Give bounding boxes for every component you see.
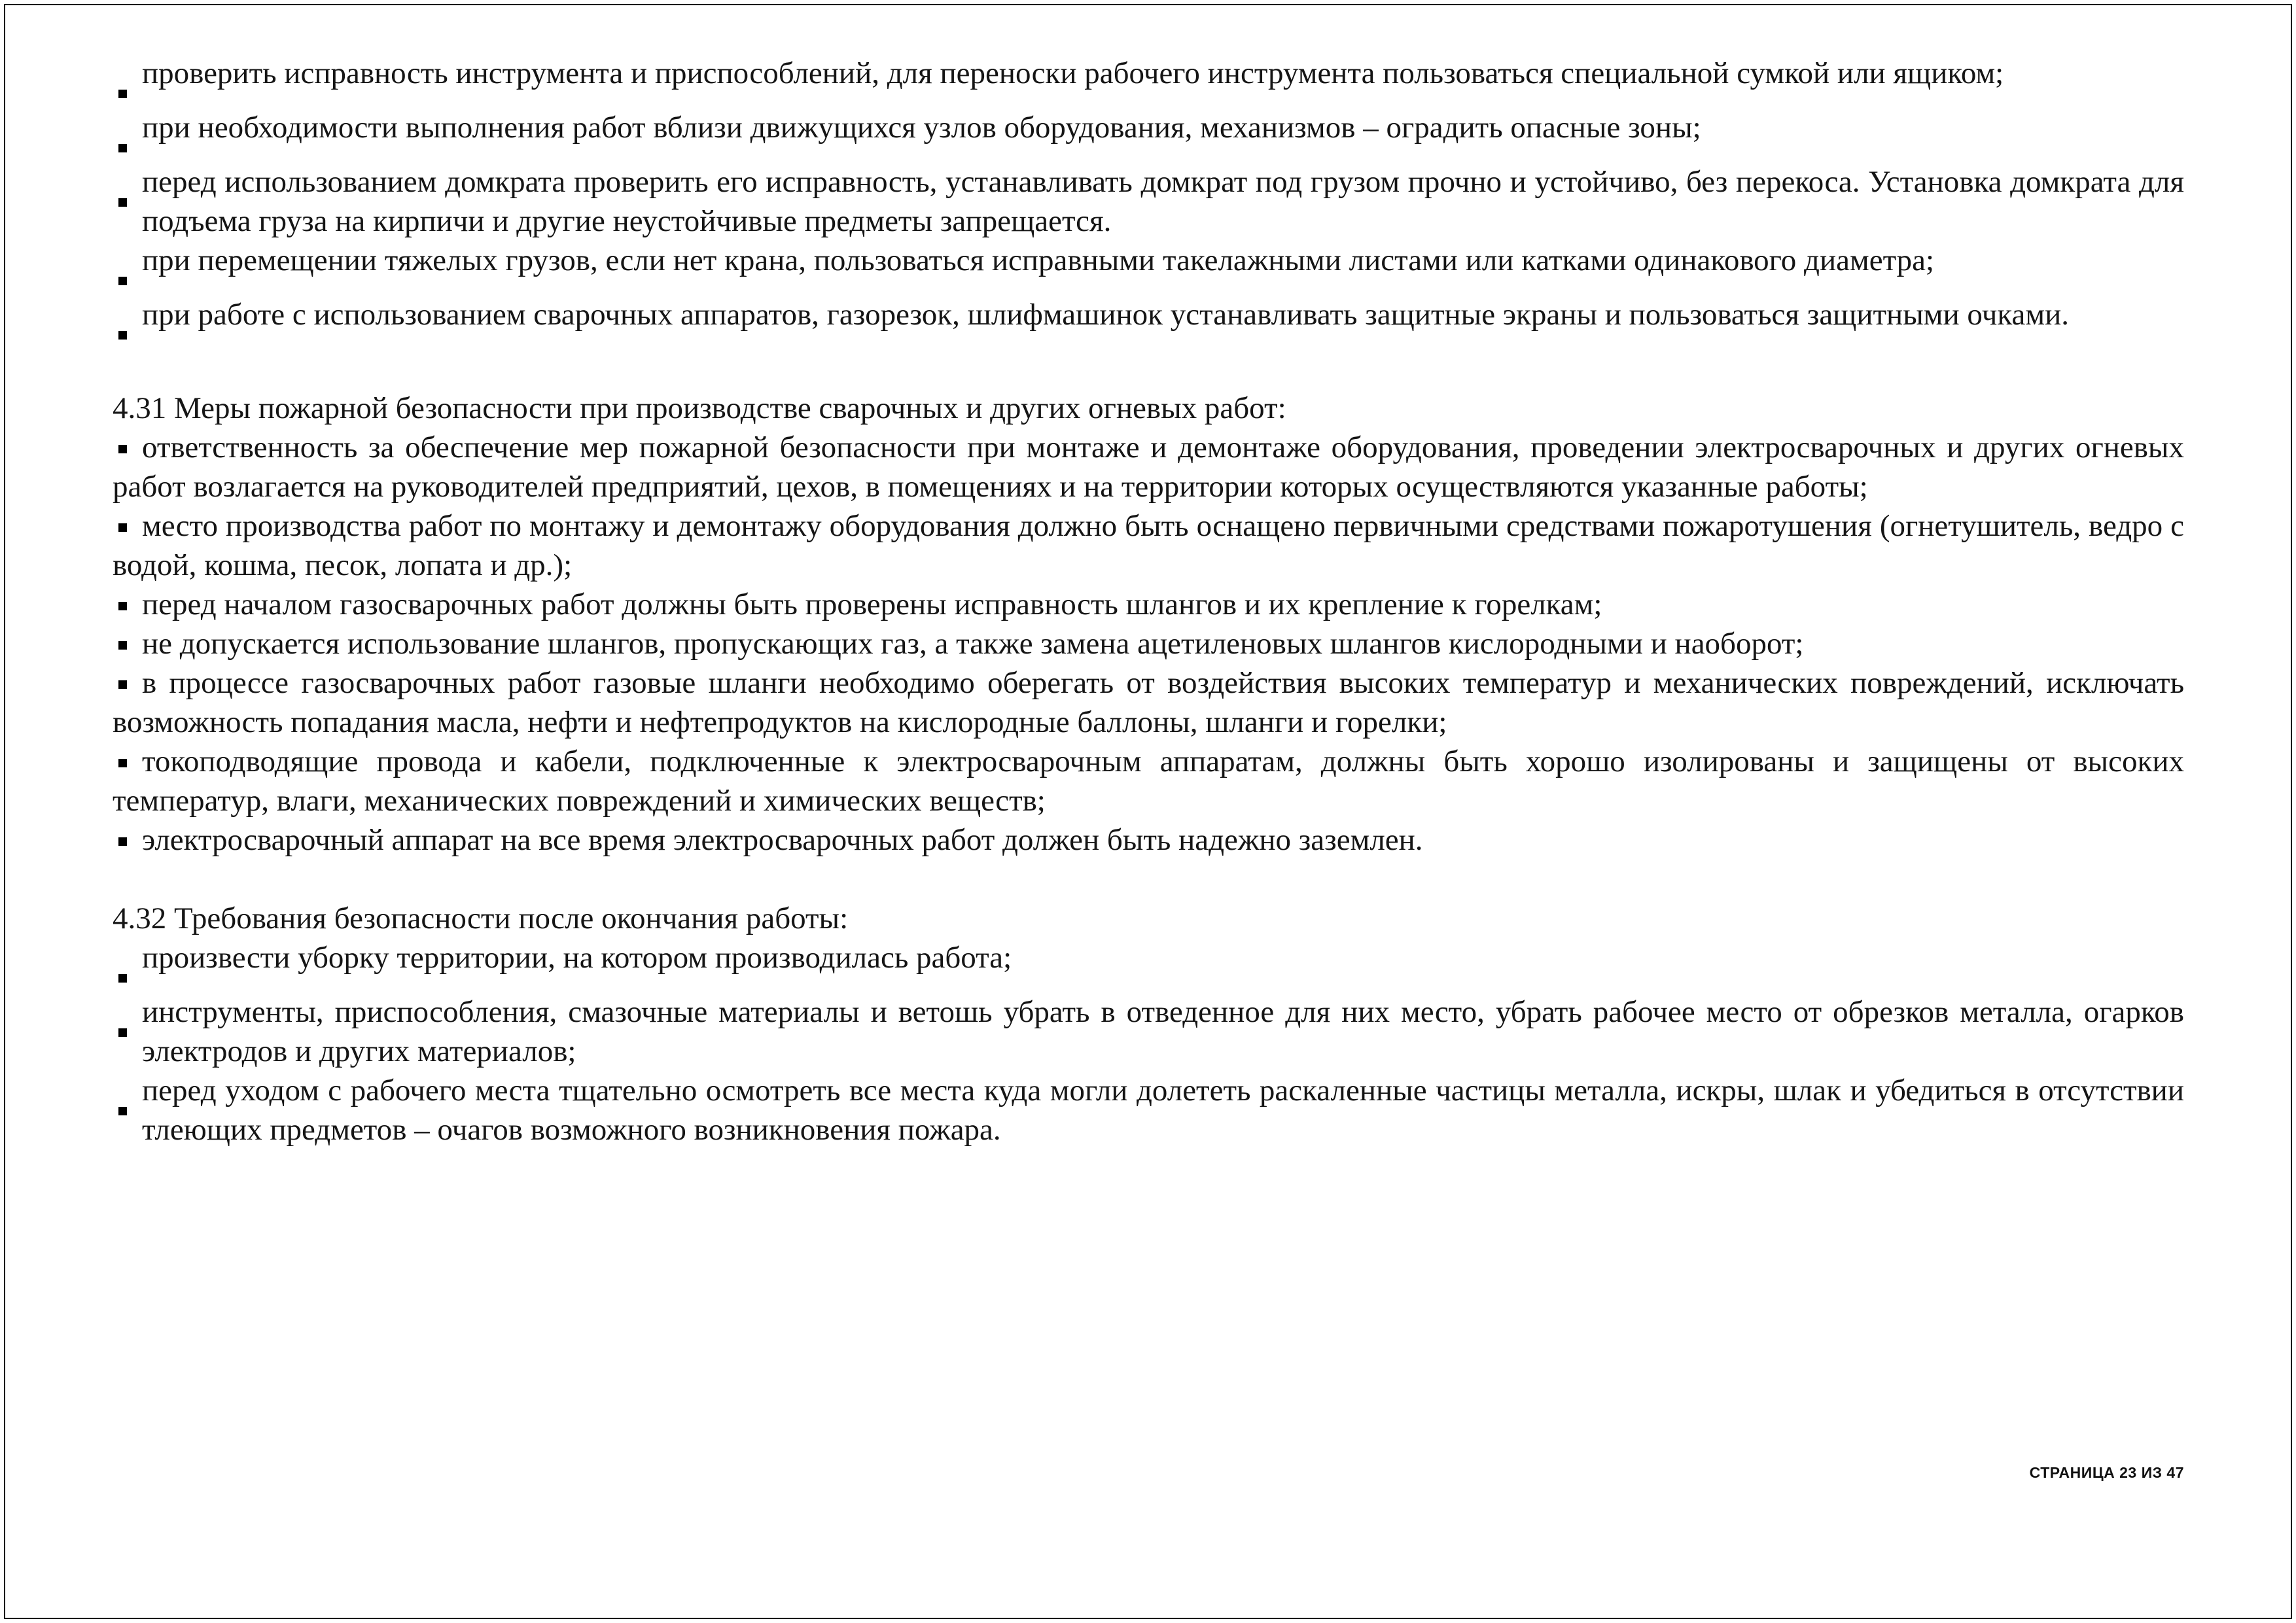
list-item-text: произвести уборку территории, на котором производилась работа; [142,941,1012,975]
bullet-square-icon [118,837,127,846]
document-body [113,54,2184,1149]
list-item [113,992,2184,1071]
bullet-square-icon [113,1071,142,1125]
list-item [113,663,2184,742]
bullet-square-icon [113,54,142,108]
bullet-square-icon [113,992,142,1047]
list-item-text: инструменты, приспособления, смазочные материалы и ветошь убрать в отведенное для них место, убрать рабочее место от обрезков металла, огарков электродов и других материалов; [142,995,2184,1068]
section-heading-4-32: 4.32 Требования безопасности после окончания работы: [113,901,849,935]
list-item [113,585,2184,624]
list-item-text: при перемещении тяжелых грузов, если нет крана, пользоваться исправными такелажными листами или катками одинакового диаметра; [142,243,1935,277]
list-item-text: перед началом газосварочных работ должны быть проверены исправность шлангов и их крепление к горелкам; [142,587,1602,621]
list-item-text: не допускается использование шлангов, пропускающих газ, а также замена ацетиленовых шлангов кислородными и наоборот; [142,627,1804,661]
list-item-text: электросварочный аппарат на все время электросварочных работ должен быть надежно заземлен. [142,823,1423,857]
list-item-text: токоподводящие провода и кабели, подключенные к электросварочным аппаратам, должны быть хорошо изолированы и защищены от высоких температур, влаги, механических повреждений и химических веществ; [113,744,2184,818]
bullet-square-icon [118,641,127,650]
bullet-square-icon [113,938,142,992]
bullet-square-icon [118,602,127,610]
list-item [113,295,2184,349]
bullet-list-4-32 [113,938,2184,1149]
bullet-square-icon [113,108,142,162]
list-item [113,108,2184,162]
list-item [113,624,2184,663]
list-item-text: место производства работ по монтажу и демонтажу оборудования должно быть оснащено первичными средствами пожаротушения (огнетушитель, ведро с водой, кошма, песок, лопата и др.); [113,509,2184,582]
list-item [113,428,2184,506]
bullet-square-icon [113,295,142,349]
list-item-text: ответственность за обеспечение мер пожарной безопасности при монтаже и демонтаже оборудования, проведении электросварочных и других огневых работ возлагается на руководителей предприятий, цехов, в помещениях и на территории которых осуществляются указанные работы; [113,430,2184,504]
bullet-list-4-31 [113,428,2184,860]
list-item-text: перед использованием домкрата проверить его исправность, устанавливать домкрат под грузом прочно и устойчиво, без перекоса. Установка домкрата для подъема груза на кирпичи и другие неустойчивые предметы запрещается. [142,165,2184,238]
list-item [113,506,2184,585]
section-heading-4-31: 4.31 Меры пожарной безопасности при производстве сварочных и других огневых работ: [113,391,1286,425]
bullet-list-intro [113,54,2184,349]
bullet-square-icon [113,241,142,295]
bullet-square-icon [118,680,127,689]
list-item-text: при необходимости выполнения работ вблизи движущихся узлов оборудования, механизмов – оградить опасные зоны; [142,111,1701,145]
list-item [113,54,2184,108]
bullet-square-icon [118,523,127,532]
list-item-text: проверить исправность инструмента и приспособлений, для переноски рабочего инструмента пользоваться специальной сумкой или ящиком; [142,56,2004,90]
list-item [113,162,2184,241]
list-item [113,938,2184,992]
bullet-square-icon [118,445,127,453]
list-item [113,742,2184,820]
list-item [113,241,2184,295]
list-item-text: перед уходом с рабочего места тщательно осмотреть все места куда могли долететь раскаленные частицы металла, искры, шлак и убедиться в отсутствии тлеющих предметов – очагов возможного возникновения пожара. [142,1073,2184,1147]
list-item-text: в процессе газосварочных работ газовые шланги необходимо оберегать от воздействия высоких температур и механических повреждений, исключать возможность попадания масла, нефти и нефтепродуктов на кислородные баллоны, шланги и горелки; [113,666,2184,739]
bullet-square-icon [118,759,127,767]
list-item-text: при работе с использованием сварочных аппаратов, газорезок, шлифмашинок устанавливать защитные экраны и пользоваться защитными очками. [142,298,2069,332]
list-item [113,820,2184,860]
page-number: СТРАНИЦА 23 ИЗ 47 [2029,1464,2184,1481]
bullet-square-icon [113,162,142,217]
list-item [113,1071,2184,1149]
